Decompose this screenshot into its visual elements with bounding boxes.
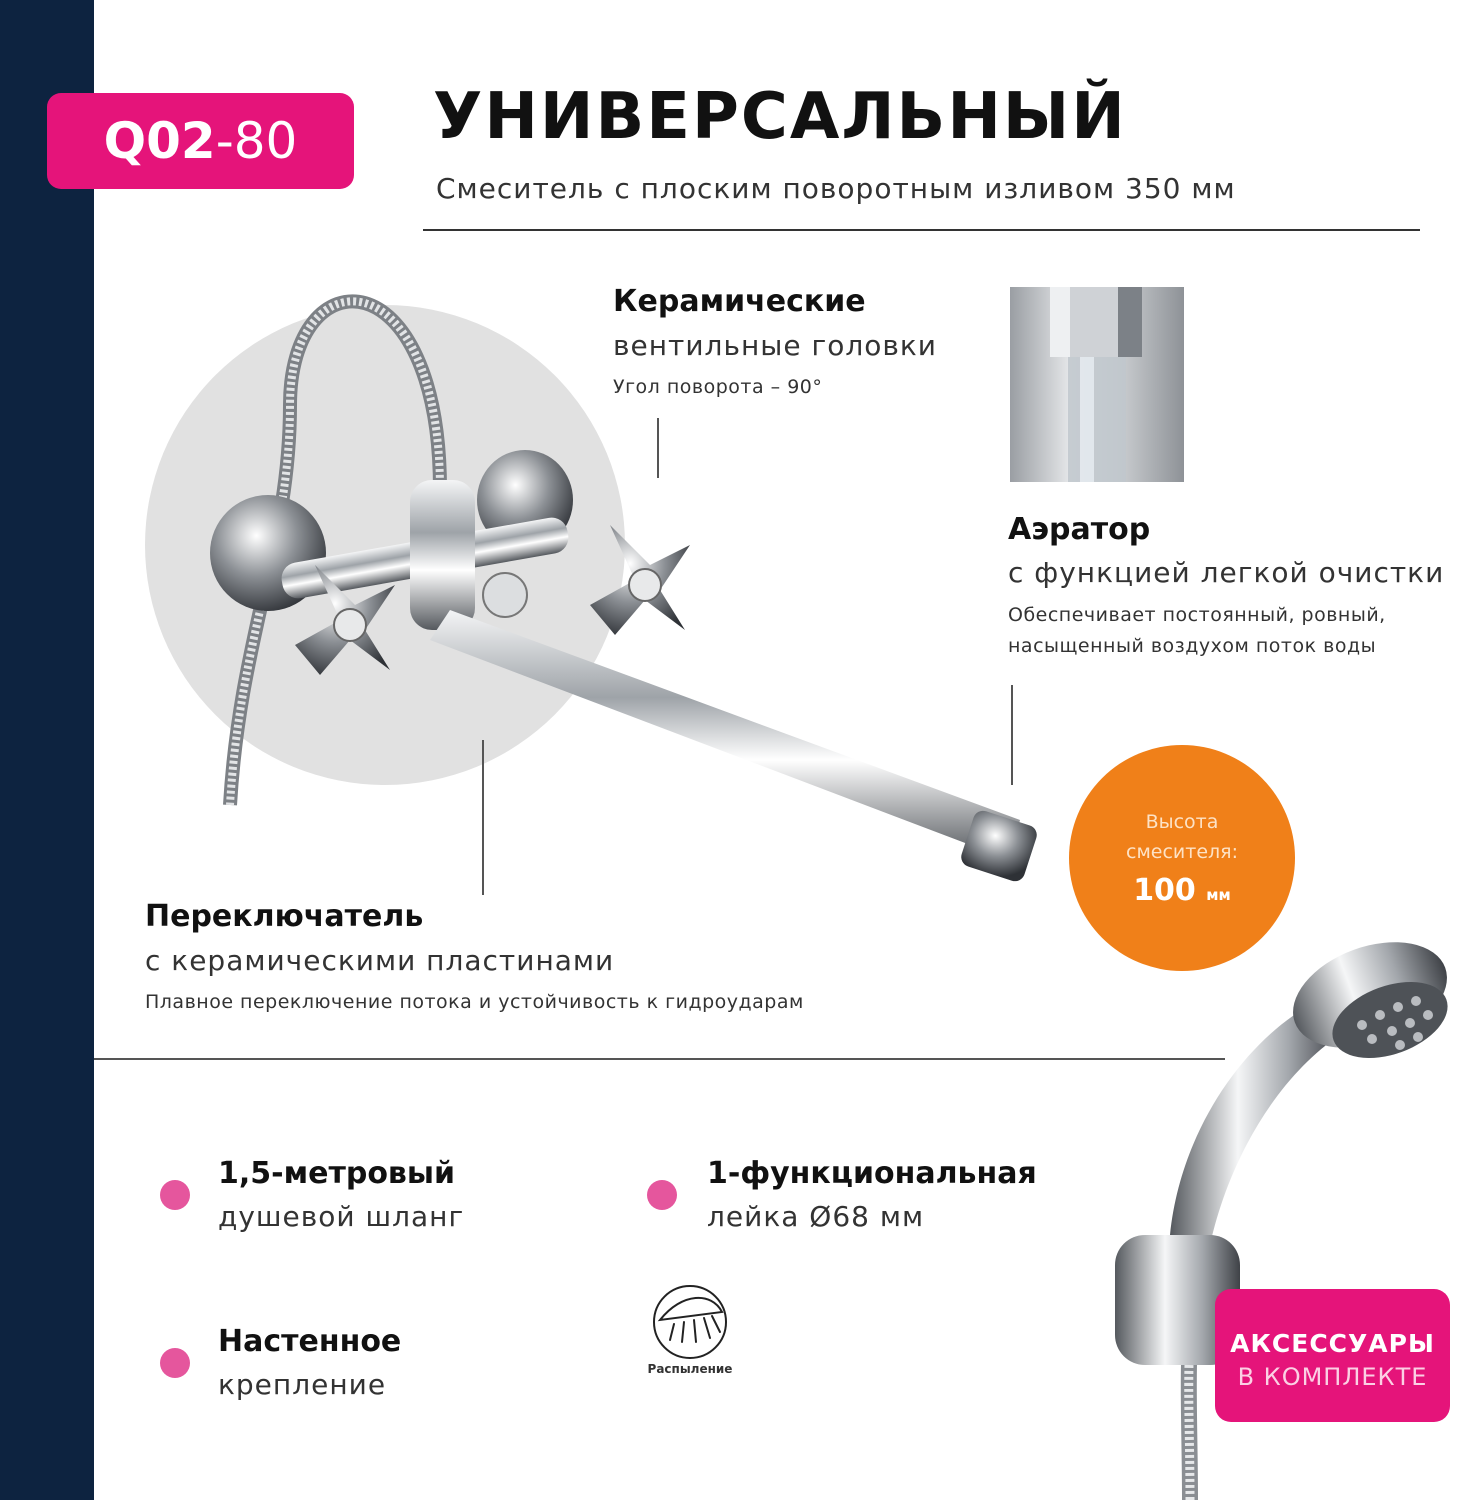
accessories-line-2: В КОМПЛЕКТЕ [1237, 1363, 1428, 1391]
bullet-mount-sub: крепление [218, 1368, 387, 1401]
aerator-note-1: Обеспечивает постоянный, ровный, [1008, 604, 1386, 626]
divider-middle [94, 1058, 1225, 1060]
bullet-dot [160, 1348, 190, 1378]
divider-top [423, 229, 1420, 231]
height-label-1: Высота [1145, 811, 1219, 833]
model-suffix: -80 [215, 112, 298, 170]
spray-icon [652, 1284, 732, 1364]
switch-pointer-line [482, 740, 484, 895]
aerator-note-2: насыщенный воздухом поток воды [1008, 635, 1377, 657]
height-value: 100 [1133, 873, 1196, 908]
bullet-mount-heading: Настенное [218, 1324, 402, 1359]
height-label-2: смесителя: [1126, 841, 1238, 863]
switch-heading: Переключатель [145, 899, 424, 934]
bullet-hose-sub: душевой шланг [218, 1200, 465, 1233]
bullet-showerhead-sub: лейка Ø68 мм [707, 1200, 925, 1233]
accessories-line-1: АКСЕССУАРЫ [1230, 1329, 1435, 1358]
height-value-row [1069, 873, 1295, 908]
bullet-showerhead-heading: 1-функциональная [707, 1156, 1037, 1191]
valves-pointer-line [657, 418, 659, 478]
bullet-dot [647, 1180, 677, 1210]
aerator-pointer-line [1011, 685, 1013, 785]
left-sidebar-stripe [0, 0, 94, 1500]
model-badge [47, 93, 354, 189]
height-unit: мм [1206, 886, 1231, 904]
model-code: Q02 [103, 112, 216, 170]
accessories-badge [1215, 1289, 1450, 1422]
valves-sub: вентильные головки [613, 329, 937, 362]
faucet-image [140, 285, 1040, 905]
aerator-photo [1010, 287, 1184, 482]
bullet-hose-heading: 1,5-метровый [218, 1156, 456, 1191]
valves-heading: Керамические [613, 284, 866, 319]
page-subtitle: Смеситель с плоским поворотным изливом 350 мм [436, 172, 1236, 205]
switch-sub: с керамическими пластинами [145, 944, 615, 977]
spray-label: Распыление [647, 1362, 733, 1376]
bullet-dot [160, 1180, 190, 1210]
aerator-sub: с функцией легкой очистки [1008, 556, 1445, 589]
valves-note: Угол поворота – 90° [613, 376, 823, 398]
aerator-heading: Аэратор [1008, 512, 1151, 547]
page-title: УНИВЕРСАЛЬНЫЙ [433, 80, 1127, 154]
switch-note: Плавное переключение потока и устойчивость к гидроударам [145, 991, 804, 1013]
